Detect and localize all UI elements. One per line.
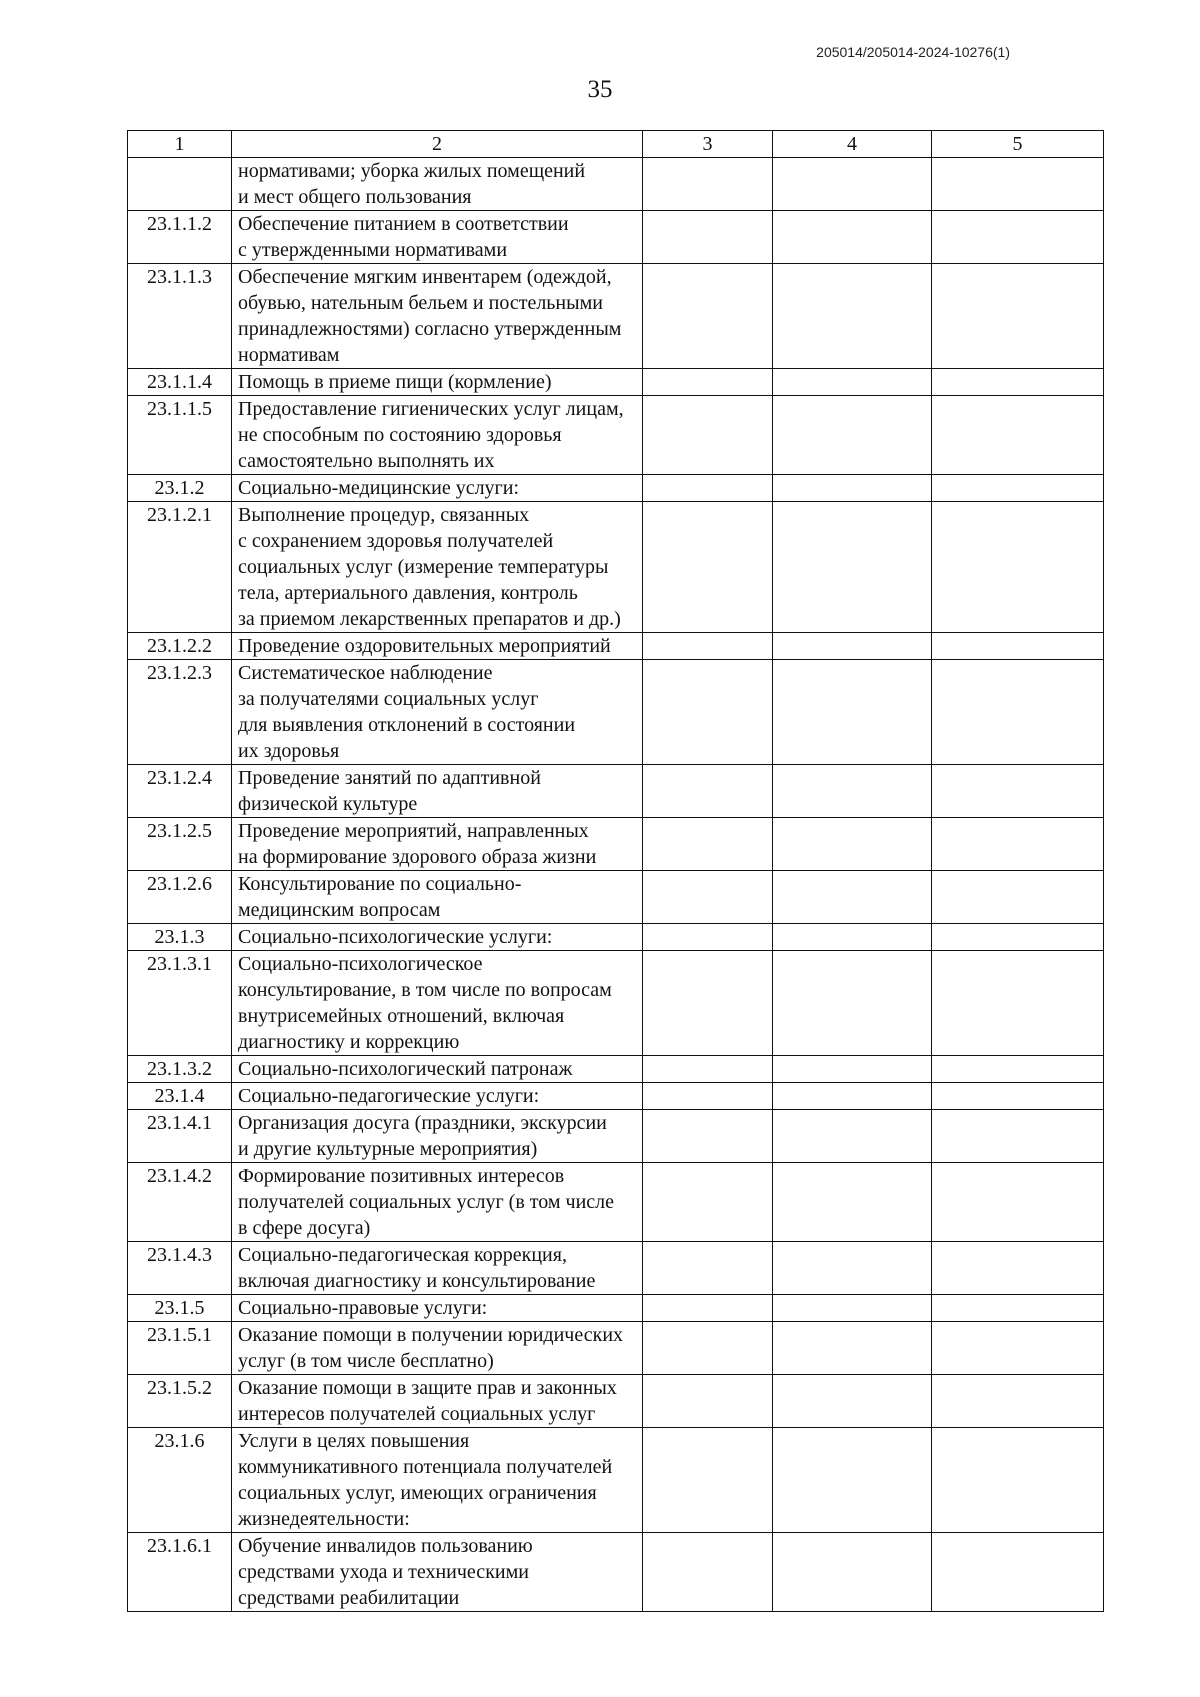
col-3-cell (643, 660, 773, 765)
page-number: 35 (587, 76, 613, 103)
service-name: Социально-правовые услуги: (232, 1295, 643, 1322)
service-name: Обучение инвалидов пользованию средствами ухода и техническими средствами реабилитации (232, 1533, 643, 1612)
service-name: Организация досуга (праздники, экскурсии и другие культурные мероприятия) (232, 1110, 643, 1163)
col-4-cell (773, 1110, 932, 1163)
col-3-cell (643, 633, 773, 660)
service-code: 23.1.4.2 (128, 1163, 232, 1242)
col-4-cell (773, 633, 932, 660)
col-4-cell (773, 1322, 932, 1375)
table-row (128, 924, 1104, 951)
table-row (128, 1428, 1104, 1533)
col-4-cell (773, 264, 932, 369)
col-5-cell (932, 633, 1104, 660)
col-5-cell (932, 1428, 1104, 1533)
service-code: 23.1.6.1 (128, 1533, 232, 1612)
col-5-cell (932, 369, 1104, 396)
col-5-cell (932, 264, 1104, 369)
table-row (128, 1322, 1104, 1375)
service-name: Проведение мероприятий, направленных на формирование здорового образа жизни (232, 818, 643, 871)
col-4-cell (773, 369, 932, 396)
col-4-cell (773, 396, 932, 475)
service-code: 23.1.5 (128, 1295, 232, 1322)
col-4-cell (773, 951, 932, 1056)
col-3-cell (643, 924, 773, 951)
col-4-cell (773, 765, 932, 818)
table-row (128, 1083, 1104, 1110)
col-4-cell (773, 502, 932, 633)
table-row (128, 1295, 1104, 1322)
col-4-cell (773, 924, 932, 951)
service-code: 23.1.2.1 (128, 502, 232, 633)
col-3-cell (643, 1056, 773, 1083)
col-5-cell (932, 1533, 1104, 1612)
col-3-cell (643, 1110, 773, 1163)
service-code: 23.1.4 (128, 1083, 232, 1110)
service-code: 23.1.2.3 (128, 660, 232, 765)
service-code: 23.1.4.3 (128, 1242, 232, 1295)
service-name: Проведение занятий по адаптивной физической культуре (232, 765, 643, 818)
service-name: Социально-психологическое консультирование, в том числе по вопросам внутрисемейных отношений, включая диагностику и коррекцию (232, 951, 643, 1056)
table-row (128, 1163, 1104, 1242)
service-code: 23.1.1.3 (128, 264, 232, 369)
service-name: Социально-медицинские услуги: (232, 475, 643, 502)
col-4-cell (773, 818, 932, 871)
col-4-cell (773, 1533, 932, 1612)
service-code: 23.1.4.1 (128, 1110, 232, 1163)
table-row (128, 765, 1104, 818)
col-3-cell (643, 1163, 773, 1242)
col-5-cell (932, 211, 1104, 264)
table-row (128, 1375, 1104, 1428)
col-5-cell (932, 1242, 1104, 1295)
col-3-cell (643, 951, 773, 1056)
col-3-cell (643, 158, 773, 211)
column-header-4: 4 (773, 131, 932, 158)
service-code: 23.1.2.4 (128, 765, 232, 818)
table-row (128, 818, 1104, 871)
col-4-cell (773, 1083, 932, 1110)
table-header-row (128, 131, 1104, 158)
service-code: 23.1.2.5 (128, 818, 232, 871)
column-header-3: 3 (643, 131, 773, 158)
service-name: Социально-психологический патронаж (232, 1056, 643, 1083)
service-code: 23.1.6 (128, 1428, 232, 1533)
col-5-cell (932, 1110, 1104, 1163)
service-name: Формирование позитивных интересов получателей социальных услуг (в том числе в сфере досуга) (232, 1163, 643, 1242)
service-name: Социально-психологические услуги: (232, 924, 643, 951)
col-5-cell (932, 924, 1104, 951)
col-4-cell (773, 158, 932, 211)
service-name: Социально-педагогические услуги: (232, 1083, 643, 1110)
col-5-cell (932, 818, 1104, 871)
service-name: нормативами; уборка жилых помещений и мест общего пользования (232, 158, 643, 211)
service-code: 23.1.2.2 (128, 633, 232, 660)
service-code: 23.1.1.2 (128, 211, 232, 264)
col-5-cell (932, 765, 1104, 818)
service-name: Систематическое наблюдение за получателями социальных услуг для выявления отклонений в состоянии их здоровья (232, 660, 643, 765)
service-name: Выполнение процедур, связанных с сохранением здоровья получателей социальных услуг (измерение температуры тела, артериального давления, контроль за приемом лекарственных препаратов и др.) (232, 502, 643, 633)
table-row (128, 633, 1104, 660)
service-code: 23.1.3.2 (128, 1056, 232, 1083)
table-row (128, 396, 1104, 475)
column-header-2: 2 (232, 131, 643, 158)
col-5-cell (932, 951, 1104, 1056)
col-4-cell (773, 1163, 932, 1242)
col-3-cell (643, 502, 773, 633)
service-name: Оказание помощи в защите прав и законных интересов получателей социальных услуг (232, 1375, 643, 1428)
services-table (127, 130, 1104, 1612)
col-5-cell (932, 1375, 1104, 1428)
col-5-cell (932, 660, 1104, 765)
col-3-cell (643, 1295, 773, 1322)
service-name: Помощь в приеме пищи (кормление) (232, 369, 643, 396)
col-5-cell (932, 502, 1104, 633)
service-code (128, 158, 232, 211)
col-3-cell (643, 396, 773, 475)
col-3-cell (643, 871, 773, 924)
col-4-cell (773, 1295, 932, 1322)
service-code: 23.1.2 (128, 475, 232, 502)
service-code: 23.1.2.6 (128, 871, 232, 924)
service-code: 23.1.5.1 (128, 1322, 232, 1375)
col-3-cell (643, 818, 773, 871)
col-3-cell (643, 369, 773, 396)
table-row (128, 158, 1104, 211)
col-3-cell (643, 211, 773, 264)
col-3-cell (643, 264, 773, 369)
service-name: Услуги в целях повышения коммуникативного потенциала получателей социальных услуг, имеющих ограничения жизнедеятельности: (232, 1428, 643, 1533)
table-row (128, 660, 1104, 765)
service-code: 23.1.5.2 (128, 1375, 232, 1428)
col-5-cell (932, 1295, 1104, 1322)
service-code: 23.1.1.4 (128, 369, 232, 396)
col-5-cell (932, 1083, 1104, 1110)
table-row (128, 475, 1104, 502)
col-4-cell (773, 660, 932, 765)
table-row (128, 502, 1104, 633)
col-3-cell (643, 475, 773, 502)
col-3-cell (643, 1242, 773, 1295)
col-5-cell (932, 475, 1104, 502)
service-code: 23.1.1.5 (128, 396, 232, 475)
table-row (128, 1242, 1104, 1295)
service-name: Обеспечение мягким инвентарем (одеждой, обувью, нательным бельем и постельными принадлежностями) согласно утвержденным нормативам (232, 264, 643, 369)
service-name: Оказание помощи в получении юридических услуг (в том числе бесплатно) (232, 1322, 643, 1375)
column-header-5: 5 (932, 131, 1104, 158)
col-5-cell (932, 1056, 1104, 1083)
service-name: Консультирование по социально- медицинским вопросам (232, 871, 643, 924)
col-3-cell (643, 1375, 773, 1428)
service-name: Обеспечение питанием в соответствии с утвержденными нормативами (232, 211, 643, 264)
col-3-cell (643, 765, 773, 818)
table-row (128, 1110, 1104, 1163)
col-4-cell (773, 871, 932, 924)
col-4-cell (773, 475, 932, 502)
table-row (128, 1533, 1104, 1612)
service-code: 23.1.3.1 (128, 951, 232, 1056)
col-5-cell (932, 396, 1104, 475)
col-3-cell (643, 1083, 773, 1110)
col-4-cell (773, 1242, 932, 1295)
col-3-cell (643, 1428, 773, 1533)
table-row (128, 1056, 1104, 1083)
col-4-cell (773, 1375, 932, 1428)
table-body (128, 158, 1104, 1612)
service-code: 23.1.3 (128, 924, 232, 951)
col-4-cell (773, 1056, 932, 1083)
col-3-cell (643, 1322, 773, 1375)
table-row (128, 951, 1104, 1056)
table-row (128, 264, 1104, 369)
col-5-cell (932, 158, 1104, 211)
col-5-cell (932, 871, 1104, 924)
col-4-cell (773, 1428, 932, 1533)
table-row (128, 369, 1104, 396)
service-name: Предоставление гигиенических услуг лицам, не способным по состоянию здоровья самостоятельно выполнять их (232, 396, 643, 475)
col-5-cell (932, 1322, 1104, 1375)
service-name: Социально-педагогическая коррекция, включая диагностику и консультирование (232, 1242, 643, 1295)
col-5-cell (932, 1163, 1104, 1242)
table-row (128, 211, 1104, 264)
col-4-cell (773, 211, 932, 264)
service-name: Проведение оздоровительных мероприятий (232, 633, 643, 660)
table-row (128, 871, 1104, 924)
col-3-cell (643, 1533, 773, 1612)
column-header-1: 1 (128, 131, 232, 158)
document-id: 205014/205014-2024-10276(1) (816, 44, 1010, 60)
